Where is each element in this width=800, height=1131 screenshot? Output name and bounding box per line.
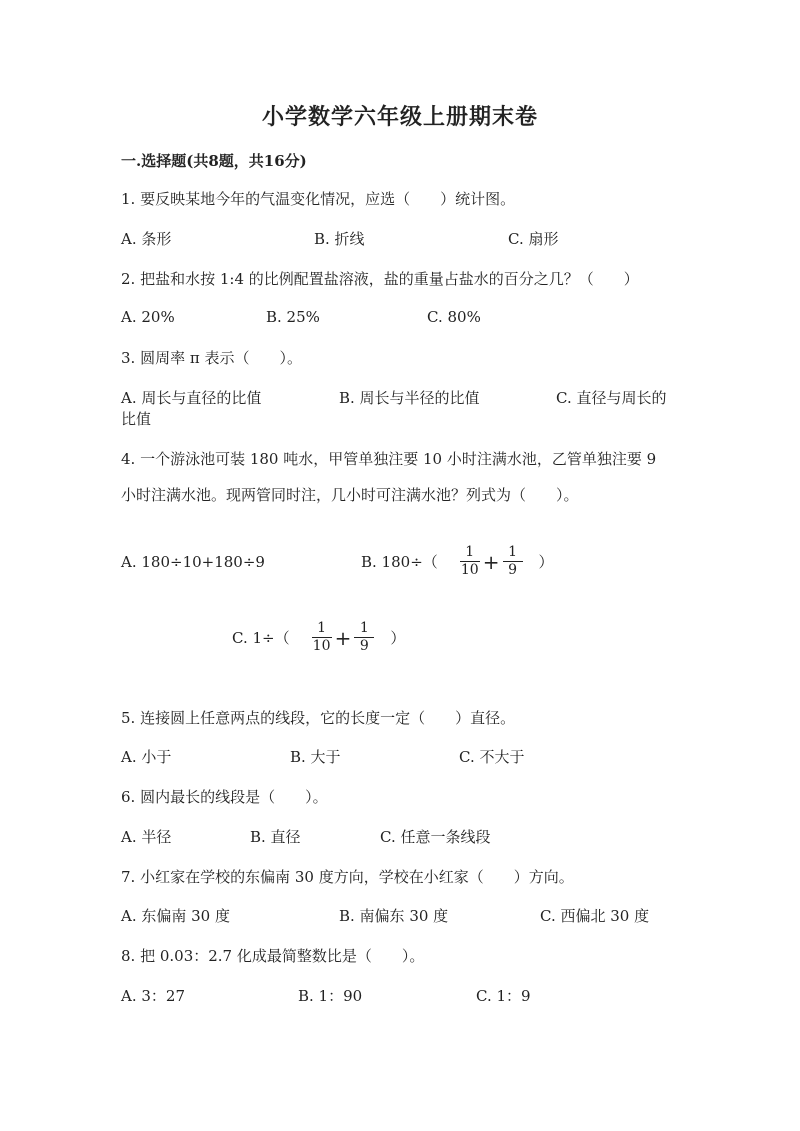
fraction-one-tenth [312,620,332,655]
question-4-line-2: 小时注满水池。现两管同时注，几小时可注满水池？列式为（ ）。 [121,486,579,504]
q3-option-c-continued: 比值 [121,410,152,428]
q7-option-a: A. 东偏南 30 度 [121,907,230,925]
question-1: 1. 要反映某地今年的气温变化情况，应选（ ）统计图。 [121,190,516,208]
q4-option-a: A. 180÷10+180÷9 [121,553,265,571]
q4-option-b [361,544,554,579]
q2-option-c: C. 80% [427,308,481,326]
q7-option-c: C. 西偏北 30 度 [540,907,650,925]
q4-option-c-suffix: ） [390,629,406,647]
plus-sign: + [482,549,500,574]
q4-option-b-suffix: ） [538,553,554,571]
fraction-numerator: 1 [465,544,475,560]
q1-option-b: B. 折线 [314,230,365,248]
question-2: 2. 把盐和水按 1:4 的比例配置盐溶液，盐的重量占盐水的百分之几？（ ） [121,270,639,288]
page-title: 小学数学六年级上册期末卷 [261,104,538,130]
fraction-denominator: 10 [312,638,331,654]
fraction-one-ninth [354,620,374,655]
q6-option-a: A. 半径 [121,828,172,846]
q5-option-c: C. 不大于 [459,748,525,766]
question-8: 8. 把 0.03：2.7 化成最简整数比是（ ）。 [121,947,425,965]
question-3: 3. 圆周率 π 表示（ ）。 [121,349,302,367]
fraction-denominator: 9 [359,638,369,654]
q2-option-a: A. 20% [121,308,175,326]
section-heading: 一.选择题(共8题，共16分) [121,152,307,170]
question-5: 5. 连接圆上任意两点的线段，它的长度一定（ ）直径。 [121,709,516,727]
fraction-one-tenth [460,544,480,579]
q3-option-b: B. 周长与半径的比值 [339,389,480,407]
plus-sign: + [334,625,352,650]
question-6: 6. 圆内最长的线段是（ ）。 [121,788,328,806]
q4-option-c-prefix: C. 1÷（ [232,629,290,647]
q4-option-b-prefix: B. 180÷（ [361,553,438,571]
q6-option-b: B. 直径 [250,828,301,846]
q2-option-b: B. 25% [266,308,320,326]
q1-option-a: A. 条形 [121,230,172,248]
q4-option-c [232,620,405,655]
q8-option-b: B. 1：90 [298,987,363,1005]
fraction-denominator: 10 [460,562,479,578]
q7-option-b: B. 南偏东 30 度 [339,907,449,925]
question-4-line-1: 4. 一个游泳池可装 180 吨水，甲管单独注要 10 小时注满水池，乙管单独注要 9 [121,450,657,468]
fraction-numerator: 1 [317,620,327,636]
fraction-numerator: 1 [359,620,369,636]
fraction-numerator: 1 [508,544,517,560]
q8-option-a: A. 3：27 [121,987,185,1005]
q6-option-c: C. 任意一条线段 [380,828,491,846]
q8-option-c: C. 1：9 [476,987,531,1005]
q1-option-c: C. 扇形 [508,230,559,248]
fraction-one-ninth [503,544,523,579]
q3-option-a: A. 周长与直径的比值 [121,389,262,407]
q5-option-a: A. 小于 [121,748,172,766]
q3-option-c: C. 直径与周长的 [556,389,667,407]
question-7: 7. 小红家在学校的东偏南 30 度方向，学校在小红家（ ）方向。 [121,868,574,886]
fraction-denominator: 9 [508,562,517,578]
q5-option-b: B. 大于 [290,748,341,766]
